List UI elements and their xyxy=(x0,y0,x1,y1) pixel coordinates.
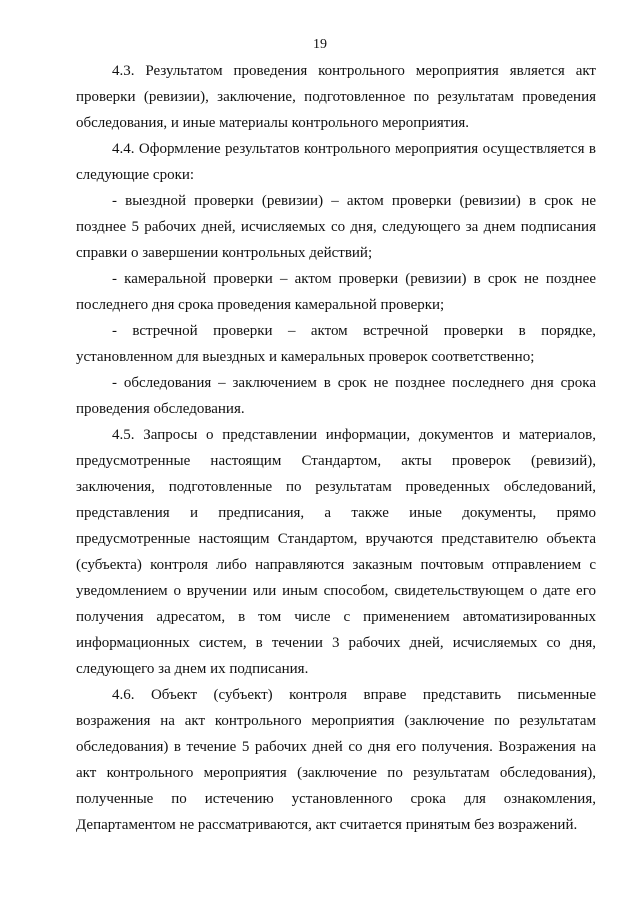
paragraph-4-4: 4.4. Оформление результатов контрольного мероприятия осуществляется в следующие сроки: xyxy=(76,141,596,183)
paragraph-4-5: 4.5. Запросы о представлении информации, документов и материалов, предусмотренные настоящим Стандартом, акты проверок (ревизий), заключения, подготовленные по результатам проведенных обследований, представления и предписания, а также иные документы, прямо предусмотренные настоящим Стандартом, вручаются представителю объекта (субъекта) контроля либо направляются заказным почтовым отправлением с уведомлением о вручении или иным способом, свидетельствующем о дате его получения адресатом, в том числе с применением автоматизированных информационных систем, в течении 3 рабочих дней, исчисляемых со дня, следующего за днем их подписания. xyxy=(76,427,596,677)
list-item-counter-audit: - встречной проверки – актом встречной проверки в порядке, установленном для выездных и камеральных проверок соответственно; xyxy=(76,323,596,365)
paragraph-4-3: 4.3. Результатом проведения контрольного мероприятия является акт проверки (ревизии), заключение, подготовленное по результатам проведения обследования, и иные материалы контрольного мероприятия. xyxy=(76,63,596,131)
document-body xyxy=(76,58,596,838)
list-item-field-audit: - выездной проверки (ревизии) – актом проверки (ревизии) в срок не позднее 5 рабочих дней, исчисляемых со дня, следующего за днем подписания справки о завершении контрольных действий; xyxy=(76,193,596,261)
paragraph-4-6: 4.6. Объект (субъект) контроля вправе представить письменные возражения на акт контрольного мероприятия (заключение по результатам обследования) в течение 5 рабочих дней со дня его получения. Возражения на акт контрольного мероприятия (заключение по результатам обследования), полученные по истечению установленного срока для ознакомления, Департаментом не рассматриваются, акт считается принятым без возражений. xyxy=(76,687,596,833)
list-item-inspection: - обследования – заключением в срок не позднее последнего дня срока проведения обследования. xyxy=(76,375,596,417)
list-item-desk-audit: - камеральной проверки – актом проверки (ревизии) в срок не позднее последнего дня срока проведения камеральной проверки; xyxy=(76,271,596,313)
page-number: 19 xyxy=(313,37,327,52)
